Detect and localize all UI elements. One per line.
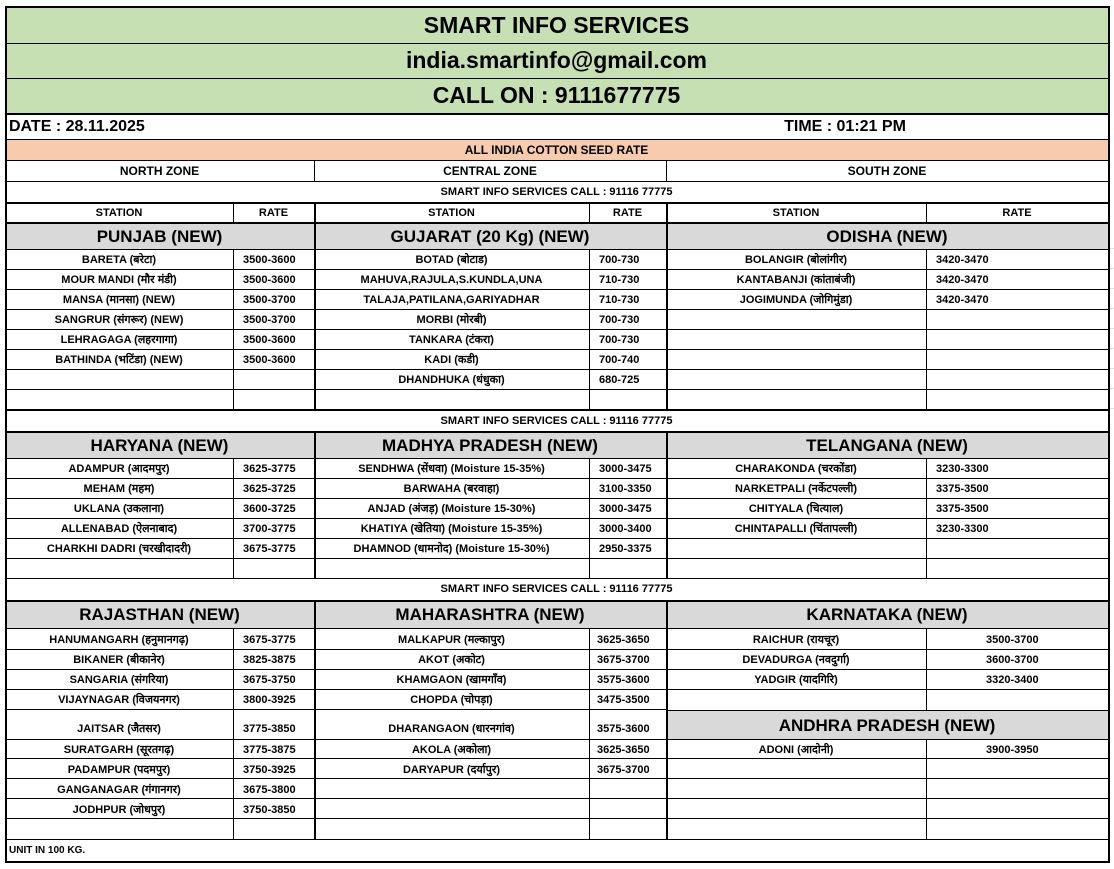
rate-gujarat: 700-730	[599, 253, 640, 266]
station-rajasthan: VIJAYNAGAR (विजयनगर)	[58, 693, 180, 706]
h-rule	[5, 222, 1108, 223]
h-rule	[5, 600, 1108, 601]
v-rule	[666, 600, 668, 839]
station-maharashtra: DARYAPUR (दर्यापुर)	[402, 763, 501, 776]
h-rule	[5, 518, 1108, 519]
section-title-rajasthan: RAJASTHAN (NEW)	[5, 601, 314, 628]
v-rule	[666, 431, 668, 578]
v-rule	[926, 628, 927, 710]
station-telangana: NARKETPALI (नर्केटपल्ली)	[734, 482, 858, 495]
sheet-grid	[1110, 328, 1114, 329]
station-mp: ANJAD (अंजड़) (Moisture 15-30%)	[367, 502, 536, 515]
station-rajasthan: GANGANAGAR (गंगानगर)	[57, 783, 181, 796]
station-maharashtra: KHAMGAON (खामगाँव)	[396, 673, 507, 686]
h-rule	[5, 839, 1108, 840]
h-rule	[5, 181, 1108, 182]
sheet-grid	[1110, 348, 1114, 349]
station-punjab: MANSA (मानसा) (NEW)	[62, 293, 176, 306]
station-odisha: JOGIMUNDA (जोगिमुंडा)	[739, 293, 853, 306]
station-mp: DHAMNOD (धामनोद) (Moisture 15-30%)	[353, 542, 550, 555]
h-rule	[5, 478, 1108, 479]
sheet-grid	[1110, 248, 1114, 249]
rate-maharashtra: 3675-3700	[597, 653, 650, 666]
station-rajasthan: JAITSAR (जैतसर)	[77, 723, 161, 735]
v-rule	[666, 160, 667, 181]
banner-title: ALL INDIA COTTON SEED RATE	[5, 140, 1108, 160]
rate-rajasthan: 3800-3925	[243, 693, 296, 706]
sheet-grid	[1110, 268, 1114, 269]
h-rule	[5, 758, 1108, 759]
h-rule	[5, 689, 1108, 690]
rate-mp: 3000-3475	[599, 462, 652, 475]
unit-note: UNIT IN 100 KG.	[9, 844, 86, 856]
station-rajasthan: HANUMANGARH (हनुमानगढ़)	[49, 633, 189, 646]
info-strip: SMART INFO SERVICES CALL : 91116 77775	[440, 582, 673, 595]
rate-maharashtra: 3675-3700	[597, 763, 650, 776]
v-rule	[314, 600, 316, 839]
section-title-telangana: TELANGANA (NEW)	[666, 432, 1108, 458]
h-rule	[5, 861, 1108, 863]
rate-andhra: 3900-3950	[986, 743, 1039, 756]
station-maharashtra: AKOT (अकोट)	[418, 653, 485, 666]
v-rule	[926, 739, 927, 839]
station-punjab: BATHINDA (भटिंडा) (NEW)	[55, 353, 183, 366]
h-rule	[5, 139, 1108, 140]
h-rule	[5, 113, 1108, 115]
email-line: india.smartinfo@gmail.com	[5, 43, 1108, 78]
rate-odisha: 3420-3470	[936, 293, 989, 306]
h-rule	[5, 202, 1108, 204]
station-mp: KHATIYA (खेतिया) (Moisture 15-35%)	[360, 522, 543, 535]
rate-punjab: 3500-3600	[243, 273, 296, 286]
rate-punjab: 3500-3600	[243, 333, 296, 346]
zone-north: NORTH ZONE	[119, 164, 200, 178]
h-rule	[5, 160, 1108, 161]
company-title: SMART INFO SERVICES	[5, 7, 1108, 43]
zone-central: CENTRAL ZONE	[443, 164, 537, 178]
h-rule	[5, 249, 1108, 250]
rate-gujarat: 710-730	[599, 273, 640, 286]
col-rate: RATE	[612, 206, 643, 219]
station-gujarat: KADI (कडी)	[424, 353, 479, 366]
col-station: STATION	[95, 206, 143, 219]
h-rule	[5, 78, 1108, 79]
h-rule	[5, 349, 1108, 350]
h-rule	[666, 710, 1108, 711]
v-rule	[926, 249, 927, 410]
station-punjab: LEHRAGAGA (लहरगागा)	[60, 333, 178, 346]
section-title-gujarat: GUJARAT (20 Kg) (NEW)	[314, 223, 666, 249]
station-rajasthan: PADAMPUR (पदमपुर)	[67, 763, 171, 776]
sheet-grid	[1110, 388, 1114, 389]
rate-rajasthan: 3675-3750	[243, 673, 296, 686]
h-rule	[5, 269, 1108, 270]
rate-odisha: 3420-3470	[936, 253, 989, 266]
v-rule	[589, 249, 590, 410]
rate-haryana: 3675-3775	[243, 542, 296, 555]
rate-maharashtra: 3575-3600	[597, 673, 650, 686]
h-rule	[5, 329, 1108, 330]
station-punjab: SANGRUR (संगरूर) (NEW)	[54, 313, 184, 326]
rate-haryana: 3625-3775	[243, 462, 296, 475]
rate-rajasthan: 3775-3850	[243, 723, 296, 735]
rate-rajasthan: 3750-3925	[243, 763, 296, 776]
h-rule	[5, 410, 1108, 411]
sheet-grid	[1110, 288, 1114, 289]
rate-maharashtra: 3575-3600	[597, 723, 650, 735]
station-gujarat: DHANDHUKA (धंधुका)	[398, 373, 505, 386]
section-title-haryana: HARYANA (NEW)	[5, 432, 314, 458]
time-label: TIME : 01:21 PM	[784, 117, 906, 135]
h-rule	[5, 43, 1108, 44]
rate-rajasthan: 3675-3800	[243, 783, 296, 796]
date-label: DATE : 28.11.2025	[9, 117, 145, 135]
h-rule	[5, 432, 1108, 433]
station-rajasthan: SANGARIA (संगरिया)	[69, 673, 169, 686]
sheet-grid	[1110, 408, 1114, 409]
h-rule	[5, 431, 1108, 432]
h-rule	[5, 798, 1108, 799]
station-haryana: UKLANA (उकलाना)	[73, 502, 165, 515]
section-title-maharashtra: MAHARASHTRA (NEW)	[314, 601, 666, 628]
v-rule	[314, 160, 315, 181]
info-strip: SMART INFO SERVICES CALL : 91116 77775	[440, 414, 673, 427]
v-rule	[589, 628, 590, 839]
v-rule	[314, 202, 316, 410]
rate-telangana: 3230-3300	[936, 522, 989, 535]
rate-karnataka: 3500-3700	[986, 633, 1039, 646]
station-rajasthan: SURATGARH (सूरतगढ़)	[63, 743, 175, 756]
station-telangana: CHITYALA (चित्याल)	[748, 502, 844, 515]
h-rule	[5, 289, 1108, 290]
rate-telangana: 3375-3500	[936, 502, 989, 515]
station-haryana: ADAMPUR (आदमपुर)	[68, 462, 170, 475]
rate-punjab: 3500-3600	[243, 253, 296, 266]
h-rule	[5, 6, 1108, 8]
v-rule	[589, 202, 590, 222]
station-telangana: CHINTAPALLI (चिंतापल्ली)	[734, 522, 858, 535]
rate-punjab: 3500-3700	[243, 293, 296, 306]
station-karnataka: DEVADURGA (नवदुर्गा)	[742, 653, 850, 666]
rate-punjab: 3500-3700	[243, 313, 296, 326]
station-odisha: BOLANGIR (बोलांगीर)	[744, 253, 848, 266]
section-title-karnataka: KARNATAKA (NEW)	[666, 601, 1108, 628]
h-rule	[5, 578, 1108, 579]
rate-haryana: 3700-3775	[243, 522, 296, 535]
h-rule	[5, 558, 1108, 559]
h-rule	[5, 649, 1108, 650]
rate-maharashtra: 3625-3650	[597, 743, 650, 756]
v-rule	[589, 458, 590, 578]
station-punjab: MOUR MANDI (मौर मंडी)	[61, 273, 177, 286]
v-rule	[5, 6, 7, 863]
section-title-odisha: ODISHA (NEW)	[666, 223, 1108, 249]
rate-rajasthan: 3750-3850	[243, 803, 296, 816]
v-rule	[314, 431, 316, 578]
rate-haryana: 3600-3725	[243, 502, 296, 515]
h-rule	[5, 458, 1108, 459]
rate-rajasthan: 3675-3775	[243, 633, 296, 646]
station-telangana: CHARAKONDA (चरकोंडा)	[735, 462, 857, 475]
station-karnataka: RAICHUR (रायचूर)	[752, 633, 840, 646]
h-rule	[5, 498, 1108, 499]
station-gujarat: TALAJA,PATILANA,GARIYADHAR	[363, 293, 540, 306]
v-rule	[233, 458, 234, 578]
v-rule	[926, 202, 927, 222]
v-rule	[926, 458, 927, 578]
rate-gujarat: 700-740	[599, 353, 640, 366]
station-haryana: CHARKHI DADRI (चरखीदादरी)	[46, 542, 192, 555]
rate-rajasthan: 3825-3875	[243, 653, 296, 666]
station-rajasthan: JODHPUR (जोधपुर)	[72, 803, 166, 816]
h-rule	[5, 601, 1108, 602]
rate-mp: 3100-3350	[599, 482, 652, 495]
rate-punjab: 3500-3600	[243, 353, 296, 366]
station-gujarat: BOTAD (बोटाड)	[415, 253, 488, 266]
rate-gujarat: 680-725	[599, 373, 640, 386]
rate-mp: 2950-3375	[599, 542, 652, 555]
rate-karnataka: 3600-3700	[986, 653, 1039, 666]
rate-maharashtra: 3475-3500	[597, 693, 650, 706]
station-haryana: MEHAM (महम)	[83, 482, 155, 495]
station-maharashtra: AKOLA (अकोला)	[411, 743, 492, 756]
station-andhra: ADONI (आदोनी)	[758, 743, 834, 756]
col-rate: RATE	[1002, 206, 1032, 219]
station-rajasthan: BIKANER (बीकानेर)	[73, 653, 165, 666]
h-rule	[5, 818, 1108, 819]
station-karnataka: YADGIR (यादगिरि)	[754, 673, 838, 686]
rate-gujarat: 710-730	[599, 293, 640, 306]
station-maharashtra: MALKAPUR (मल्कापुर)	[398, 633, 505, 646]
sheet-grid	[1110, 308, 1114, 309]
v-rule	[1108, 6, 1110, 863]
info-strip: SMART INFO SERVICES CALL : 91116 77775	[440, 185, 673, 198]
rate-gujarat: 700-730	[599, 333, 640, 346]
station-mp: BARWAHA (बरवाहा)	[403, 482, 500, 495]
rate-telangana: 3375-3500	[936, 482, 989, 495]
station-gujarat: MORBI (मोरबी)	[416, 313, 487, 326]
rate-mp: 3000-3475	[599, 502, 652, 515]
rate-odisha: 3420-3470	[936, 273, 989, 286]
station-punjab: BARETA (बरेटा)	[81, 253, 157, 266]
v-rule	[666, 202, 668, 410]
col-station: STATION	[428, 206, 475, 219]
v-rule	[233, 202, 234, 222]
h-rule	[5, 389, 1108, 390]
station-odisha: KANTABANJI (कांताबंजी)	[736, 273, 856, 286]
station-gujarat: TANKARA (टंकरा)	[409, 333, 494, 346]
sheet-grid	[1110, 368, 1114, 369]
section-title-andhra: ANDHRA PRADESH (NEW)	[666, 711, 1108, 739]
rate-rajasthan: 3775-3875	[243, 743, 296, 756]
v-rule	[233, 628, 234, 839]
h-rule	[5, 309, 1108, 310]
rate-haryana: 3625-3725	[243, 482, 296, 495]
station-gujarat: MAHUVA,RAJULA,S.KUNDLA,UNA	[360, 273, 543, 286]
h-rule	[5, 709, 666, 710]
rate-karnataka: 3320-3400	[986, 673, 1039, 686]
rate-maharashtra: 3625-3650	[597, 633, 650, 646]
rate-gujarat: 700-730	[599, 313, 640, 326]
col-rate: RATE	[258, 206, 289, 219]
h-rule	[5, 538, 1108, 539]
h-rule	[5, 223, 1108, 224]
section-title-mp: MADHYA PRADESH (NEW)	[314, 432, 666, 458]
rate-mp: 3000-3400	[599, 522, 652, 535]
h-rule	[5, 369, 1108, 370]
zone-south: SOUTH ZONE	[847, 164, 927, 178]
station-mp: SENDHWA (सेंधवा) (Moisture 15-35%)	[358, 462, 545, 475]
section-title-punjab: PUNJAB (NEW)	[5, 223, 314, 249]
col-station: STATION	[772, 206, 820, 219]
h-rule	[5, 628, 1108, 629]
h-rule	[5, 739, 1108, 740]
station-haryana: ALLENABAD (ऐलनाबाद)	[60, 522, 178, 535]
station-maharashtra: DHARANGAON (धारनगांव)	[388, 723, 515, 735]
station-maharashtra: CHOPDA (चोपड़ा)	[410, 693, 493, 706]
call-line: CALL ON : 9111677775	[5, 78, 1108, 113]
v-rule	[233, 249, 234, 410]
h-rule	[5, 669, 1108, 670]
rate-telangana: 3230-3300	[936, 462, 989, 475]
h-rule	[5, 778, 1108, 779]
